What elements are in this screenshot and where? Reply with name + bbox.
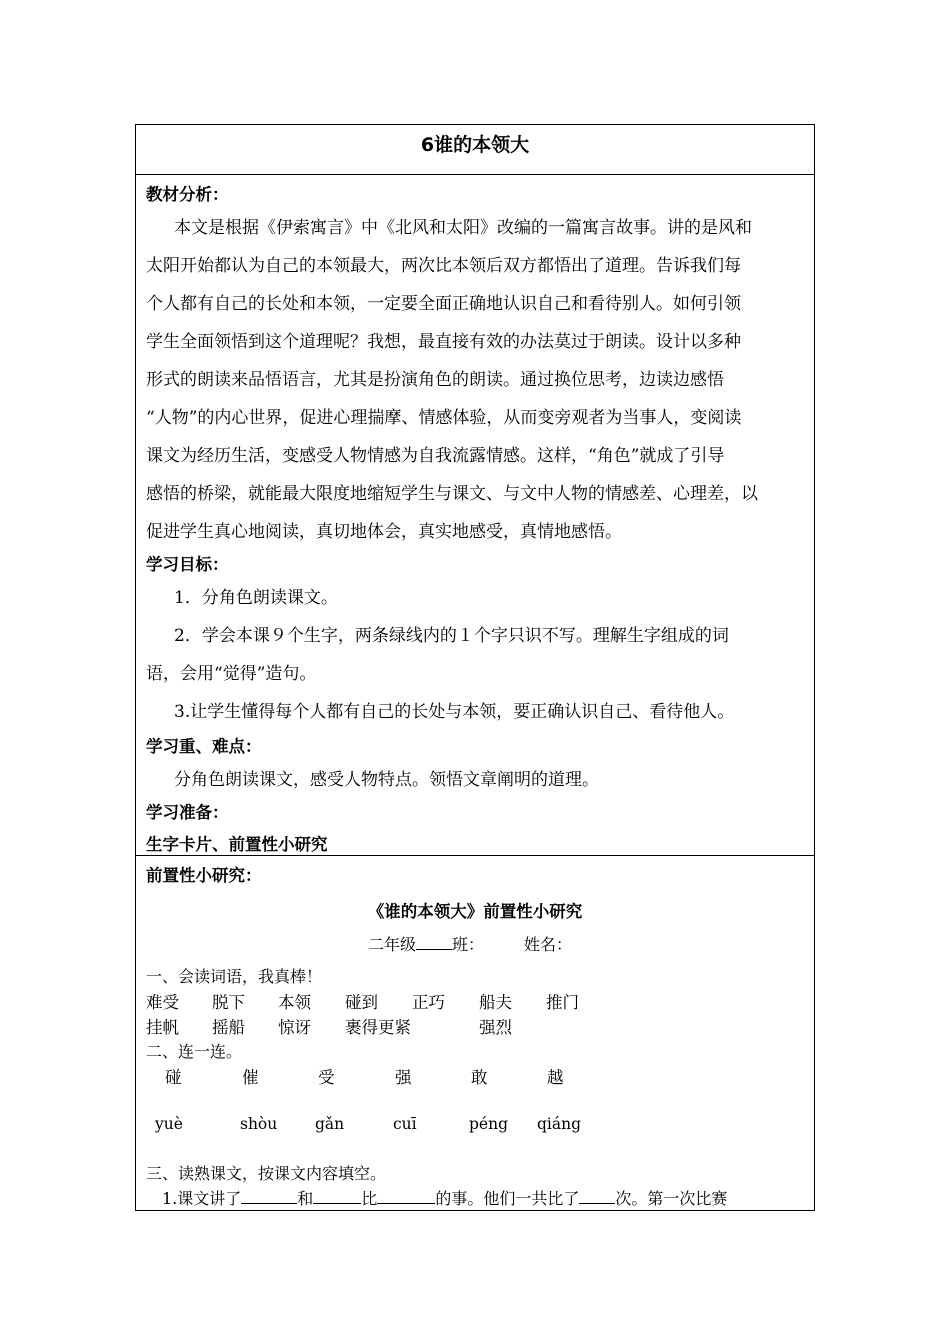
fill-text: 和	[297, 1189, 314, 1208]
fill-text: 次。第一次比赛	[615, 1189, 728, 1208]
fill-blank	[241, 1187, 297, 1204]
vocab-word: 惊讶	[278, 1018, 311, 1037]
match-char: 越	[547, 1068, 564, 1087]
fill-blank	[377, 1187, 435, 1204]
analysis-line: 个人都有自己的长处和本领，一定要全面正确地认识自己和看待别人。如何引领	[146, 294, 741, 314]
prep-text: 生字卡片、前置性小研究	[146, 835, 328, 854]
plan-row	[136, 175, 814, 856]
match-pinyin: qiáng	[537, 1115, 582, 1133]
goal-item: 1．分角色朗读课文。	[174, 588, 338, 608]
analysis-line: 感悟的桥梁，就能最大限度地缩短学生与课文、与文中人物的情感差、心理差，以	[146, 484, 758, 504]
match-pinyin: péng	[469, 1115, 508, 1133]
research-row	[136, 856, 814, 1211]
analysis-line: 学生全面领悟到这个道理呢？我想，最直接有效的办法莫过于朗读。设计以多种	[146, 332, 741, 352]
vocab-word: 推门	[546, 993, 579, 1012]
class-blank	[416, 933, 452, 950]
vocab-word: 挂帆	[146, 1018, 179, 1037]
fill-blank	[579, 1187, 615, 1204]
vocab-word: 本领	[278, 993, 311, 1012]
analysis-line: 本文是根据《伊索寓言》中《北风和太阳》改编的一篇寓言故事。讲的是风和	[174, 218, 752, 238]
vocab-word: 难受	[146, 993, 179, 1012]
fill-text: 1.课文讲了	[162, 1189, 242, 1208]
fill-in-line	[162, 1186, 806, 1209]
goal-item: 2．学会本课９个生字，两条绿线内的１个字只识不写。理解生字组成的词	[174, 626, 729, 646]
lesson-table	[135, 124, 815, 1211]
fill-text: 比	[361, 1189, 378, 1208]
part1-title: 一、会读词语，我真棒！	[146, 967, 323, 986]
vocab-word: 正巧	[412, 993, 445, 1012]
goal-item: 3.让学生懂得每个人都有自己的长处与本领，要正确认识自己、看待他人。	[174, 702, 735, 722]
match-pinyin: cuī	[393, 1115, 417, 1133]
match-char: 碰	[165, 1068, 182, 1087]
vocab-word: 摇船	[212, 1018, 245, 1037]
key-points-heading: 学习重、难点：	[146, 737, 262, 756]
vocab-word: 船夫	[479, 993, 512, 1012]
vocab-word: 裹得更紧	[345, 1018, 411, 1037]
analysis-line: 促进学生真心地阅读，真切地体会，真实地感受，真情地感悟。	[146, 522, 622, 542]
vocab-word: 脱下	[212, 993, 245, 1012]
lesson-title: 6谁的本领大	[420, 134, 530, 156]
part2-title: 二、连一连。	[146, 1042, 243, 1061]
research-subtitle: 《谁的本领大》前置性小研究	[367, 902, 583, 921]
part3-title: 三、读熟课文，按课文内容填空。	[146, 1164, 387, 1183]
class-label: 班：	[452, 935, 485, 954]
match-pinyin: gǎn	[315, 1115, 345, 1133]
research-heading: 前置性小研究：	[146, 866, 262, 885]
vocab-word: 强烈	[479, 1018, 512, 1037]
analysis-line: 形式的朗读来品悟语言，尤其是扮演角色的朗读。通过换位思考，边读边感悟	[146, 370, 724, 390]
name-label: 姓名：	[524, 935, 573, 954]
fill-blank	[313, 1187, 361, 1204]
grade-label: 二年级	[368, 935, 417, 954]
prep-heading: 学习准备：	[146, 803, 229, 822]
analysis-heading: 教材分析：	[146, 185, 229, 204]
analysis-line: “人物”的内心世界，促进心理揣摩、情感体验，从而变旁观者为当事人，变阅读	[146, 408, 742, 428]
fill-text: 的事。他们一共比了	[435, 1189, 580, 1208]
match-pinyin: yuè	[155, 1115, 183, 1133]
goal-item: 语，会用“觉得”造句。	[146, 664, 317, 684]
match-char: 催	[242, 1068, 259, 1087]
title-row	[136, 125, 814, 175]
match-pinyin: shòu	[240, 1115, 278, 1133]
goals-heading: 学习目标：	[146, 555, 229, 574]
key-points-text: 分角色朗读课文，感受人物特点。领悟文章阐明的道理。	[174, 770, 599, 790]
analysis-line: 课文为经历生活，变感受人物情感为自我流露情感。这样，“角色”就成了引导	[146, 446, 725, 466]
match-char: 强	[395, 1068, 412, 1087]
class-name-line	[368, 932, 806, 955]
match-char: 敢	[471, 1068, 488, 1087]
match-char: 受	[318, 1068, 335, 1087]
analysis-line: 太阳开始都认为自己的本领最大，两次比本领后双方都悟出了道理。告诉我们每	[146, 256, 741, 276]
vocab-word: 碰到	[345, 993, 378, 1012]
